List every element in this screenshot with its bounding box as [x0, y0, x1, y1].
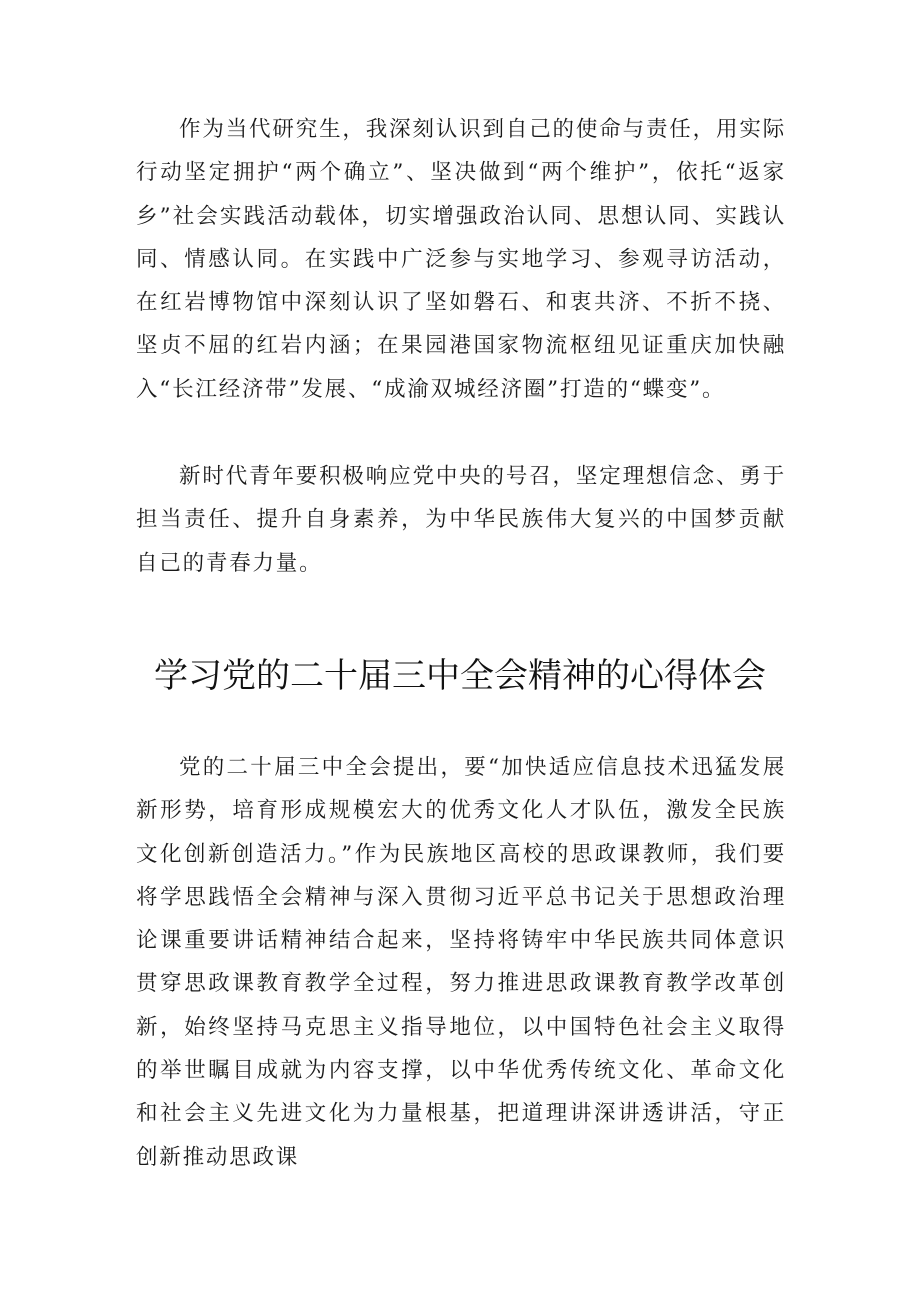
body-paragraph-3: 党的二十届三中全会提出，要“加快适应信息技术迅猛发展新形势，培育形成规模宏大的优秀文化人才队伍，激发全民族文化创新创造活力。”作为民族地区高校的思政课教师，我们要将学思践悟全会精神与深入贯彻习近平总书记关于思想政治理论课重要讲话精神结合起来，坚持将铸牢中华民族共同体意识贯穿思政课教育教学全过程，努力推进思政课教育教学改革创新，始终坚持马克思主义指导地位，以中国特色社会主义取得的举世瞩目成就为内容支撑，以中华优秀传统文化、革命文化和社会主义先进文化为力量根基，把道理讲深讲透讲活，守正创新推动思政课: [136, 755, 786, 1170]
body-paragraph-1: 作为当代研究生，我深刻认识到自己的使命与责任，用实际行动坚定拥护“两个确立”、坚决做到“两个维护”，依托“返家乡”社会实践活动载体，切实增强政治认同、思想认同、实践认同、情感认同。在实践中广泛参与实地学习、参观寻访活动，在红岩博物馆中深刻认识了坚如磐石、和衷共济、不折不挠、坚贞不屈的红岩内涵；在果园港国家物流枢纽见证重庆加快融入“长江经济带”发展、“成渝双城经济圈”打造的“蝶变”。: [136, 117, 786, 402]
body-paragraph-2: 新时代青年要积极响应党中央的号召，坚定理想信念、勇于担当责任、提升自身素养，为中华民族伟大复兴的中国梦贡献自己的青春力量。: [136, 464, 786, 576]
article-title: 学习党的二十届三中全会精神的心得体会: [154, 656, 766, 696]
